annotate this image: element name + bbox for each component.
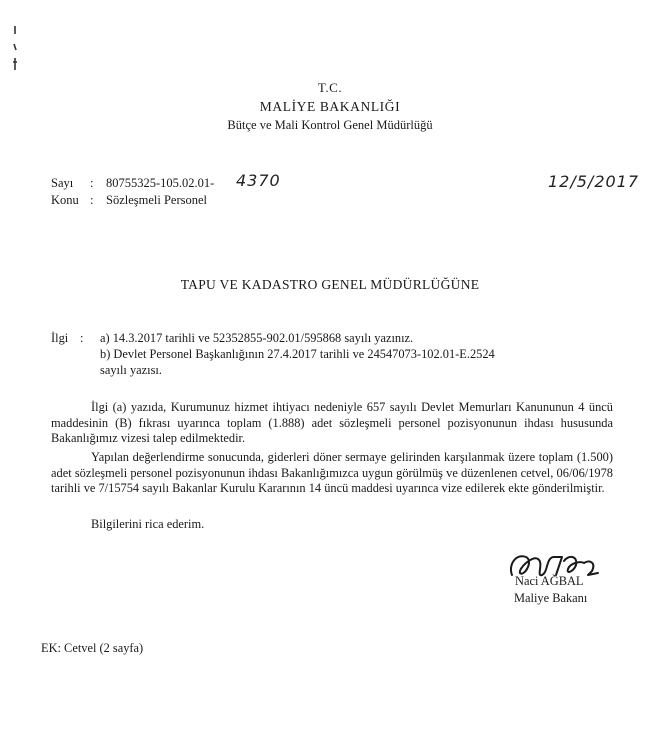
body-paragraph-2: Yapılan değerlendirme sonucunda, giderleri döner sermaye gelirinden karşılanmak üzere toplam (1.500) adet sözleşmeli personel pozisyonunun ihdası Bakanlığımızca uygun görülmüş ve düzenlenen cetvel, 06/06/1978 tarihli ve 7/15754 sayılı Bakanlar Kurulu Kararının 14 üncü maddesi uyarınca vize edilerek ekte gönderilmiştir. (51, 450, 613, 495)
body-paragraph-1: İlgi (a) yazıda, Kurumunuz hizmet ihtiyacı nedeniyle 657 sayılı Devlet Memurları Kanununun 4 üncü maddesinin (B) fıkrası uyarınca toplam (1.888) adet sözleşmeli personel pozisyonunun ihdası hususunda Bakanlığımız vizesi talep edilmektedir. (51, 400, 613, 445)
body-paragraph-3: Bilgilerini rica ederim. (91, 517, 205, 531)
ilgi-colon: : (80, 331, 84, 345)
ilgi-item-b-line1: b) Devlet Personel Başkanlığının 27.4.2017 tarihli ve 24547073-102.01-E.2524 (100, 347, 495, 361)
sayi-label: Sayı (51, 176, 74, 190)
header-directorate: Bütçe ve Mali Kontrol Genel Müdürlüğü (227, 118, 433, 132)
sayi-handwritten-number: 4370 (236, 171, 281, 190)
header-tc: T.C. (317, 80, 343, 95)
signatory-title: Maliye Bakanı (514, 591, 588, 605)
attachment-note: EK: Cetvel (2 sayfa) (41, 641, 144, 655)
sayi-value: 80755325-105.02.01- (106, 176, 215, 190)
margin-handwriting-mark (8, 20, 22, 80)
sayi-colon: : (90, 176, 94, 190)
header-ministry: MALİYE BAKANLIĞI (259, 99, 401, 114)
signatory-name: Naci AĞBAL (515, 574, 584, 588)
handwritten-date: 12/5/2017 (548, 172, 640, 191)
ilgi-item-a: a) 14.3.2017 tarihli ve 52352855-902.01/595868 sayılı yazınız. (100, 331, 414, 345)
konu-value: Sözleşmeli Personel (106, 193, 208, 207)
konu-colon: : (90, 193, 94, 207)
konu-label: Konu (51, 193, 79, 207)
ilgi-label: İlgi (51, 331, 69, 345)
addressee: TAPU VE KADASTRO GENEL MÜDÜRLÜĞÜNE (180, 277, 480, 292)
ilgi-item-b-line2: sayılı yazısı. (100, 363, 162, 377)
